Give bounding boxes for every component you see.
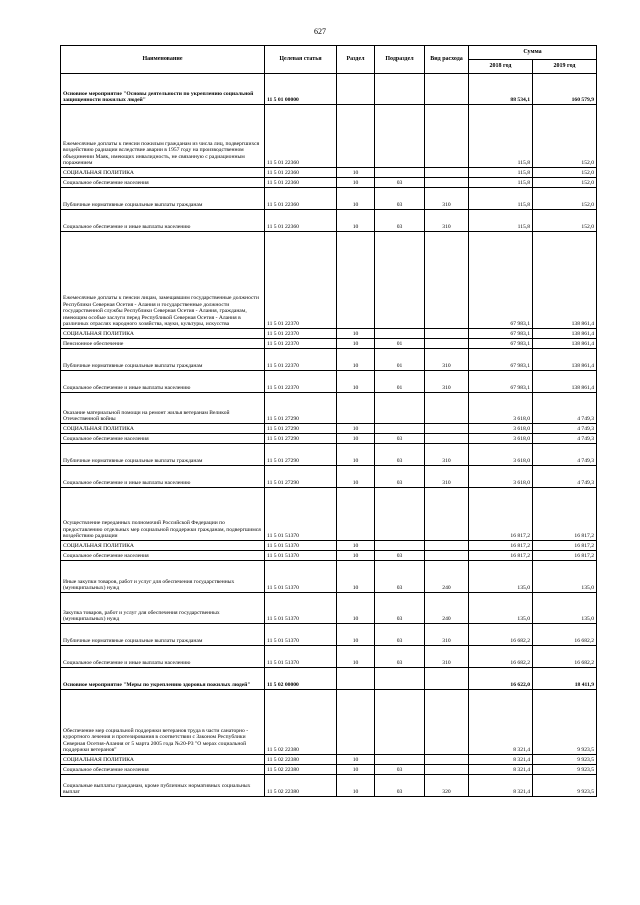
row-name: СОЦИАЛЬНАЯ ПОЛИТИКА [61,755,265,765]
header-type: Вид расхода [425,46,469,74]
table-row [61,329,597,339]
row-sum-2019: 16 682,2 [533,624,597,646]
row-sum-2019: 16 817,2 [533,488,597,541]
row-section: 10 [337,329,375,339]
row-target-code: 11 5 02 22380 [265,765,337,775]
table-row [61,434,597,444]
row-target-code: 11 5 02 22380 [265,755,337,765]
table-row [61,668,597,690]
row-expense-type [425,434,469,444]
row-subsection: 01 [375,371,425,393]
row-name: Публичные нормативные социальные выплаты гражданам [61,624,265,646]
row-subsection: 03 [375,444,425,466]
row-sum-2018: 8 321,4 [469,755,533,765]
row-sum-2019: 152,0 [533,168,597,178]
row-name: Социальное обеспечение и иные выплаты населению [61,210,265,232]
row-target-code: 11 5 01 00000 [265,74,337,105]
row-name: Социальное обеспечение населения [61,551,265,561]
row-name: СОЦИАЛЬНАЯ ПОЛИТИКА [61,541,265,551]
row-subsection [375,329,425,339]
row-section: 10 [337,434,375,444]
row-sum-2019: 16 817,2 [533,541,597,551]
row-section: 10 [337,541,375,551]
row-sum-2018: 67 983,1 [469,349,533,371]
row-section: 10 [337,624,375,646]
page-number: 627 [314,27,326,36]
row-expense-type: 320 [425,775,469,797]
row-section: 10 [337,444,375,466]
row-sum-2018: 135,0 [469,593,533,624]
row-sum-2018: 88 534,1 [469,74,533,105]
row-sum-2018: 115,8 [469,105,533,168]
row-target-code: 11 5 01 22360 [265,168,337,178]
row-sum-2018: 67 983,1 [469,232,533,329]
table-row [61,444,597,466]
row-sum-2019: 4 749,3 [533,393,597,424]
row-sum-2019: 135,0 [533,561,597,593]
row-name: СОЦИАЛЬНАЯ ПОЛИТИКА [61,329,265,339]
row-name: Оказание материальной помощи на ремонт жилья ветеранам Великой Отечественной войны [61,393,265,424]
row-sum-2019: 138 861,4 [533,339,597,349]
row-section: 10 [337,755,375,765]
row-target-code: 11 5 01 27290 [265,393,337,424]
table-row [61,466,597,488]
table-row [61,188,597,210]
table-body [61,74,597,797]
header-2019: 2019 год [533,60,597,74]
row-target-code: 11 5 02 22380 [265,775,337,797]
row-expense-type: 310 [425,371,469,393]
row-subsection [375,74,425,105]
row-target-code: 11 5 01 22360 [265,105,337,168]
table-row [61,488,597,541]
row-subsection: 03 [375,210,425,232]
row-section: 10 [337,349,375,371]
row-sum-2019: 4 749,3 [533,466,597,488]
row-subsection: 03 [375,775,425,797]
row-name: Основное мероприятие "Основы деятельности по укреплению социальной защищенности пожилых людей" [61,74,265,105]
row-target-code: 11 5 02 22380 [265,690,337,755]
row-section: 10 [337,466,375,488]
row-sum-2018: 115,8 [469,168,533,178]
row-subsection: 03 [375,765,425,775]
row-sum-2018: 115,8 [469,210,533,232]
row-expense-type: 310 [425,349,469,371]
row-section: 10 [337,371,375,393]
table-row [61,551,597,561]
row-sum-2019: 9 923,5 [533,755,597,765]
row-name: Социальное обеспечение населения [61,178,265,188]
row-name: Закупка товаров, работ и услуг для обеспечения государственных (муниципальных) нужд [61,593,265,624]
table-row [61,561,597,593]
row-name: СОЦИАЛЬНАЯ ПОЛИТИКА [61,424,265,434]
row-expense-type [425,541,469,551]
row-sum-2018: 16 817,2 [469,551,533,561]
row-section [337,690,375,755]
row-subsection: 03 [375,466,425,488]
row-expense-type [425,339,469,349]
table-row [61,210,597,232]
row-sum-2019: 152,0 [533,105,597,168]
row-subsection [375,755,425,765]
row-sum-2019: 16 682,2 [533,646,597,668]
row-target-code: 11 5 01 22370 [265,232,337,329]
row-subsection: 03 [375,188,425,210]
row-subsection: 03 [375,561,425,593]
row-expense-type [425,551,469,561]
row-section: 10 [337,551,375,561]
row-sum-2019: 138 861,4 [533,371,597,393]
table-row [61,593,597,624]
row-sum-2018: 8 321,4 [469,690,533,755]
row-section: 10 [337,210,375,232]
row-sum-2018: 8 321,4 [469,765,533,775]
row-subsection: 01 [375,349,425,371]
row-expense-type [425,178,469,188]
row-subsection: 03 [375,178,425,188]
row-target-code: 11 5 01 27290 [265,424,337,434]
row-name: Социальное обеспечение населения [61,765,265,775]
row-target-code: 11 5 01 22360 [265,178,337,188]
row-section [337,105,375,168]
table-row [61,541,597,551]
row-sum-2019: 9 923,5 [533,775,597,797]
row-sum-2018: 67 983,1 [469,371,533,393]
row-sum-2018: 3 618,0 [469,424,533,434]
row-expense-type: 240 [425,561,469,593]
row-name: СОЦИАЛЬНАЯ ПОЛИТИКА [61,168,265,178]
row-section [337,232,375,329]
row-sum-2018: 3 618,0 [469,444,533,466]
row-expense-type: 310 [425,466,469,488]
row-subsection [375,168,425,178]
row-name: Социальные выплаты гражданам, кроме публичных нормативных социальных выплат [61,775,265,797]
row-subsection [375,393,425,424]
header-2018: 2018 год [469,60,533,74]
row-sum-2019: 9 923,5 [533,765,597,775]
table-row [61,74,597,105]
row-expense-type [425,168,469,178]
row-target-code: 11 5 01 22370 [265,339,337,349]
row-target-code: 11 5 01 51370 [265,541,337,551]
row-sum-2019: 4 749,3 [533,424,597,434]
row-section: 10 [337,178,375,188]
row-target-code: 11 5 01 27290 [265,466,337,488]
row-sum-2019: 4 749,3 [533,444,597,466]
row-sum-2019: 152,0 [533,188,597,210]
row-sum-2019: 135,0 [533,593,597,624]
row-expense-type: 310 [425,210,469,232]
row-name: Публичные нормативные социальные выплаты гражданам [61,188,265,210]
row-target-code: 11 5 01 51370 [265,551,337,561]
header-subsection: Подраздел [375,46,425,74]
row-subsection [375,488,425,541]
row-sum-2018: 16 682,2 [469,624,533,646]
table-row [61,168,597,178]
row-sum-2018: 67 983,1 [469,339,533,349]
row-name: Осуществление переданных полномочий Российской Федерации по предоставлению отдельных мер социальной поддержки гражданам, подвергшимся воздействию радиации [61,488,265,541]
row-section: 10 [337,561,375,593]
row-subsection: 03 [375,551,425,561]
row-subsection: 03 [375,624,425,646]
row-expense-type [425,105,469,168]
row-target-code: 11 5 01 22370 [265,371,337,393]
row-sum-2018: 3 618,0 [469,434,533,444]
row-name: Социальное обеспечение и иные выплаты населению [61,371,265,393]
row-sum-2018: 16 682,2 [469,646,533,668]
table-row [61,624,597,646]
row-subsection: 03 [375,593,425,624]
row-target-code: 11 5 01 22370 [265,329,337,339]
table-row [61,339,597,349]
row-name: Социальное обеспечение и иные выплаты населению [61,646,265,668]
row-target-code: 11 5 01 22370 [265,349,337,371]
row-section: 10 [337,646,375,668]
table-row [61,690,597,755]
table-row [61,371,597,393]
row-sum-2019: 138 861,4 [533,232,597,329]
row-sum-2019: 138 861,4 [533,329,597,339]
table-row [61,755,597,765]
row-expense-type [425,393,469,424]
row-sum-2018: 16 817,2 [469,488,533,541]
row-target-code: 11 5 01 27290 [265,434,337,444]
row-subsection [375,232,425,329]
row-subsection [375,690,425,755]
row-section: 10 [337,339,375,349]
row-expense-type [425,232,469,329]
row-section: 10 [337,593,375,624]
row-section: 10 [337,168,375,178]
row-expense-type: 310 [425,646,469,668]
row-section: 10 [337,775,375,797]
row-name: Иные закупки товаров, работ и услуг для обеспечения государственных (муниципальных) нужд [61,561,265,593]
row-expense-type [425,329,469,339]
row-sum-2019: 152,0 [533,178,597,188]
row-name: Социальное обеспечение населения [61,434,265,444]
row-expense-type [425,668,469,690]
row-section: 10 [337,188,375,210]
header-section: Раздел [337,46,375,74]
row-sum-2019: 160 579,9 [533,74,597,105]
row-subsection [375,668,425,690]
header-name: Наименование [61,46,265,74]
row-target-code: 11 5 01 51370 [265,561,337,593]
row-name: Обеспечение мер социальной поддержки ветеранов труда в части санаторно - курортного лечения и протезирования в соответствии с Законом Республики Северная Осетия-Алания от 5 марта 2005 года №20-РЗ "О мерах социальной поддержки ветеранов" [61,690,265,755]
row-expense-type [425,74,469,105]
row-sum-2018: 115,8 [469,178,533,188]
row-subsection: 03 [375,646,425,668]
row-expense-type: 310 [425,624,469,646]
row-subsection [375,105,425,168]
row-sum-2018: 3 618,0 [469,466,533,488]
row-section [337,74,375,105]
row-expense-type [425,424,469,434]
row-target-code: 11 5 01 51370 [265,488,337,541]
row-expense-type [425,488,469,541]
row-name: Основное мероприятие "Меры по укреплению здоровья пожилых людей" [61,668,265,690]
row-sum-2018: 3 618,0 [469,393,533,424]
row-sum-2019: 16 817,2 [533,551,597,561]
row-target-code: 11 5 01 22360 [265,210,337,232]
row-expense-type [425,690,469,755]
row-section [337,393,375,424]
row-sum-2018: 115,8 [469,188,533,210]
row-section [337,668,375,690]
row-section: 10 [337,765,375,775]
row-expense-type [425,765,469,775]
row-expense-type: 310 [425,444,469,466]
row-sum-2019: 4 749,3 [533,434,597,444]
row-name: Публичные нормативные социальные выплаты гражданам [61,349,265,371]
table-row [61,178,597,188]
row-subsection [375,424,425,434]
row-expense-type: 240 [425,593,469,624]
row-subsection [375,541,425,551]
row-sum-2019: 152,0 [533,210,597,232]
row-subsection: 03 [375,434,425,444]
table-row [61,775,597,797]
row-name: Социальное обеспечение и иные выплаты населению [61,466,265,488]
header-sum: Сумма [469,46,597,60]
table-row [61,232,597,329]
row-sum-2018: 135,0 [469,561,533,593]
row-subsection: 01 [375,339,425,349]
row-section: 10 [337,424,375,434]
header-target: Целевая статья [265,46,337,74]
row-sum-2019: 9 923,5 [533,690,597,755]
row-name: Пенсионное обеспечение [61,339,265,349]
row-target-code: 11 5 01 51370 [265,593,337,624]
row-target-code: 11 5 01 51370 [265,624,337,646]
table-row [61,424,597,434]
row-name: Ежемесячные доплаты к пенсии лицам, замещавшим государственные должности Республики Северная Осетия - Алания и государственные должности государственной службы Республики Северная Осетия - Алания, гражданам, имеющим особые заслуги перед Республикой Северная Осетия - Алания в различных отраслях народного хозяйства, науки, культуры, искусства [61,232,265,329]
row-name: Ежемесячные доплаты к пенсии пожилым гражданам из числа лиц, подвергшихся воздействию радиации вследствие аварии в 1957 году на производственном объединении Маяк, имеющих инвалидность, не связанную с радиационным поражением [61,105,265,168]
budget-table [60,45,597,797]
table-row [61,765,597,775]
table-row [61,646,597,668]
row-sum-2019: 18 411,9 [533,668,597,690]
row-expense-type [425,755,469,765]
row-sum-2018: 16 622,0 [469,668,533,690]
row-name: Публичные нормативные социальные выплаты гражданам [61,444,265,466]
row-section [337,488,375,541]
row-sum-2019: 138 861,4 [533,349,597,371]
table-row [61,105,597,168]
row-target-code: 11 5 02 00000 [265,668,337,690]
row-target-code: 11 5 01 27290 [265,444,337,466]
row-expense-type: 310 [425,188,469,210]
row-sum-2018: 16 817,2 [469,541,533,551]
row-sum-2018: 67 983,1 [469,329,533,339]
row-target-code: 11 5 01 22360 [265,188,337,210]
row-target-code: 11 5 01 51370 [265,646,337,668]
row-sum-2018: 8 321,4 [469,775,533,797]
table-row [61,349,597,371]
table-row [61,393,597,424]
